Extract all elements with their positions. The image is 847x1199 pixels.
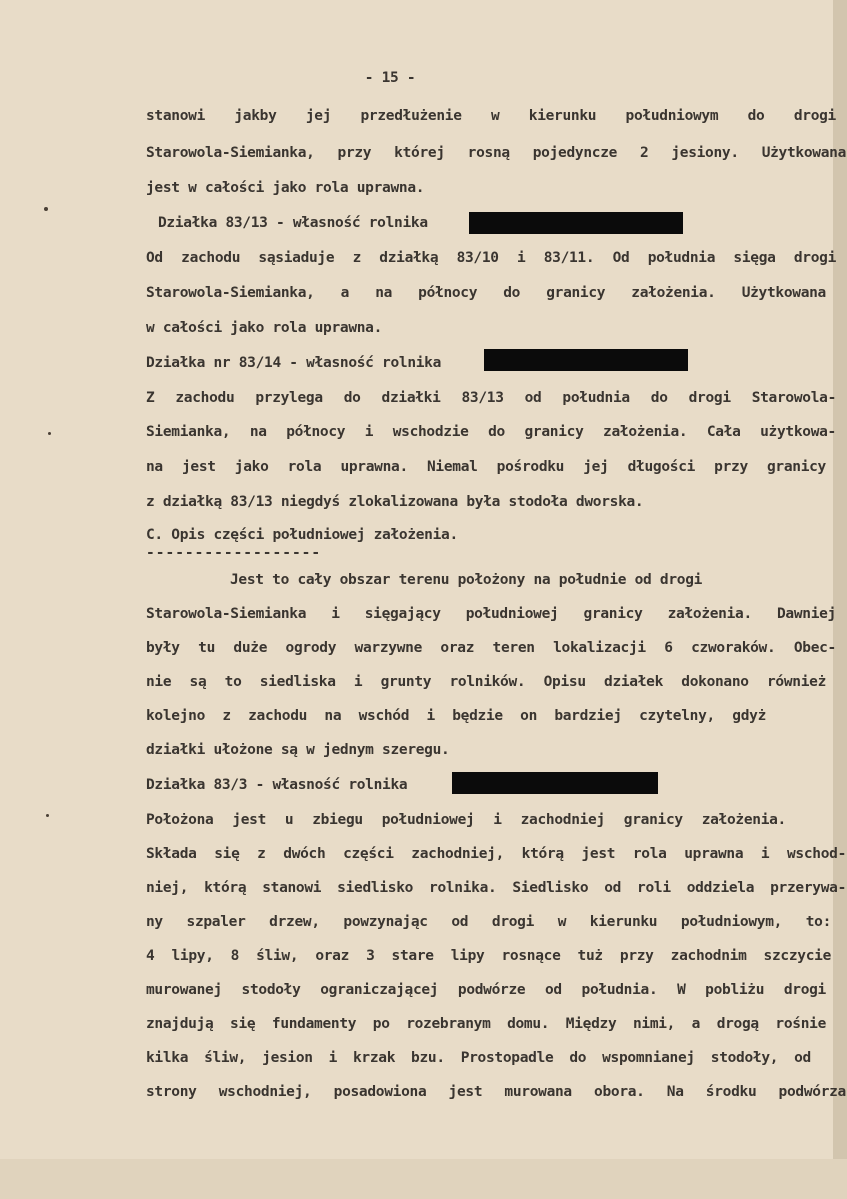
text-line: jest w całości jako rola uprawna. (146, 180, 425, 196)
text-line: Z zachodu przylega do działki 83/13 od południa do drogi Starowola- (146, 390, 836, 406)
paper-edge-bottom (0, 1159, 847, 1199)
paper-speck (46, 814, 49, 817)
redaction-box (452, 772, 658, 794)
text-line: strony wschodniej, posadowiona jest murowana obora. Na środku podwórza (146, 1084, 846, 1100)
text-line: w całości jako rola uprawna. (146, 320, 383, 336)
text-line: Składa się z dwóch części zachodniej, którą jest rola uprawna i wschod- (146, 846, 846, 862)
text-line: 4 lipy, 8 śliw, oraz 3 stare lipy rosnące tuż przy zachodnim szczycie (146, 948, 831, 964)
text-line: Siemianka, na północy i wschodzie do granicy założenia. Cała użytkowa- (146, 424, 836, 440)
paper-speck (48, 432, 51, 435)
text-line: Jest to cały obszar terenu położony na południe od drogi (230, 572, 703, 588)
text-line: z działką 83/13 niegdyś zlokalizowana była stodoła dworska. (146, 494, 644, 510)
text-line: znajdują się fundamenty po rozebranym domu. Między nimi, a drogą rośnie (146, 1016, 826, 1032)
section-heading: C. Opis części południowej założenia. (146, 527, 458, 543)
text-line: Starowola-Siemianka i sięgający południowej granicy założenia. Dawniej (146, 606, 836, 622)
text-line: na jest jako rola uprawna. Niemal pośrodku jej długości przy granicy (146, 459, 826, 475)
redaction-box (469, 212, 683, 234)
parcel-heading: Działka nr 83/14 - własność rolnika (146, 355, 442, 371)
text-line: murowanej stodoły ograniczającej podwórze od południa. W pobliżu drogi (146, 982, 826, 998)
paper-speck (44, 207, 48, 211)
paper-edge (833, 0, 847, 1199)
text-line: Od zachodu sąsiaduje z działką 83/10 i 83/11. Od południa sięga drogi (146, 250, 836, 266)
text-line: działki ułożone są w jednym szeregu. (146, 742, 450, 758)
text-line: stanowi jakby jej przedłużenie w kierunku południowym do drogi (146, 108, 836, 124)
text-line: Starowola-Siemianka, a na północy do granicy założenia. Użytkowana (146, 285, 826, 301)
text-line: nie są to siedliska i grunty rolników. Opisu działek dokonano również (146, 674, 826, 690)
text-line: niej, którą stanowi siedlisko rolnika. Siedlisko od roli oddziela przerywa- (146, 880, 846, 896)
parcel-heading: Działka 83/3 - własność rolnika (146, 777, 408, 793)
text-line: kilka śliw, jesion i krzak bzu. Prostopadle do wspomnianej stodoły, od (146, 1050, 811, 1066)
page-number: - 15 - (364, 70, 416, 86)
text-line: były tu duże ogrody warzywne oraz teren lokalizacji 6 czworaków. Obec- (146, 640, 836, 656)
text-line: Starowola-Siemianka, przy której rosną pojedyncze 2 jesiony. Użytkowana (146, 145, 846, 161)
section-underline: ------------------ (146, 545, 322, 561)
text-line: Położona jest u zbiegu południowej i zachodniej granicy założenia. (146, 812, 786, 828)
parcel-heading: Działka 83/13 - własność rolnika (158, 215, 428, 231)
text-line: kolejno z zachodu na wschód i będzie on bardziej czytelny, gdyż (146, 708, 766, 724)
text-line: ny szpaler drzew, powzynając od drogi w kierunku południowym, to: (146, 914, 831, 930)
redaction-box (484, 349, 688, 371)
